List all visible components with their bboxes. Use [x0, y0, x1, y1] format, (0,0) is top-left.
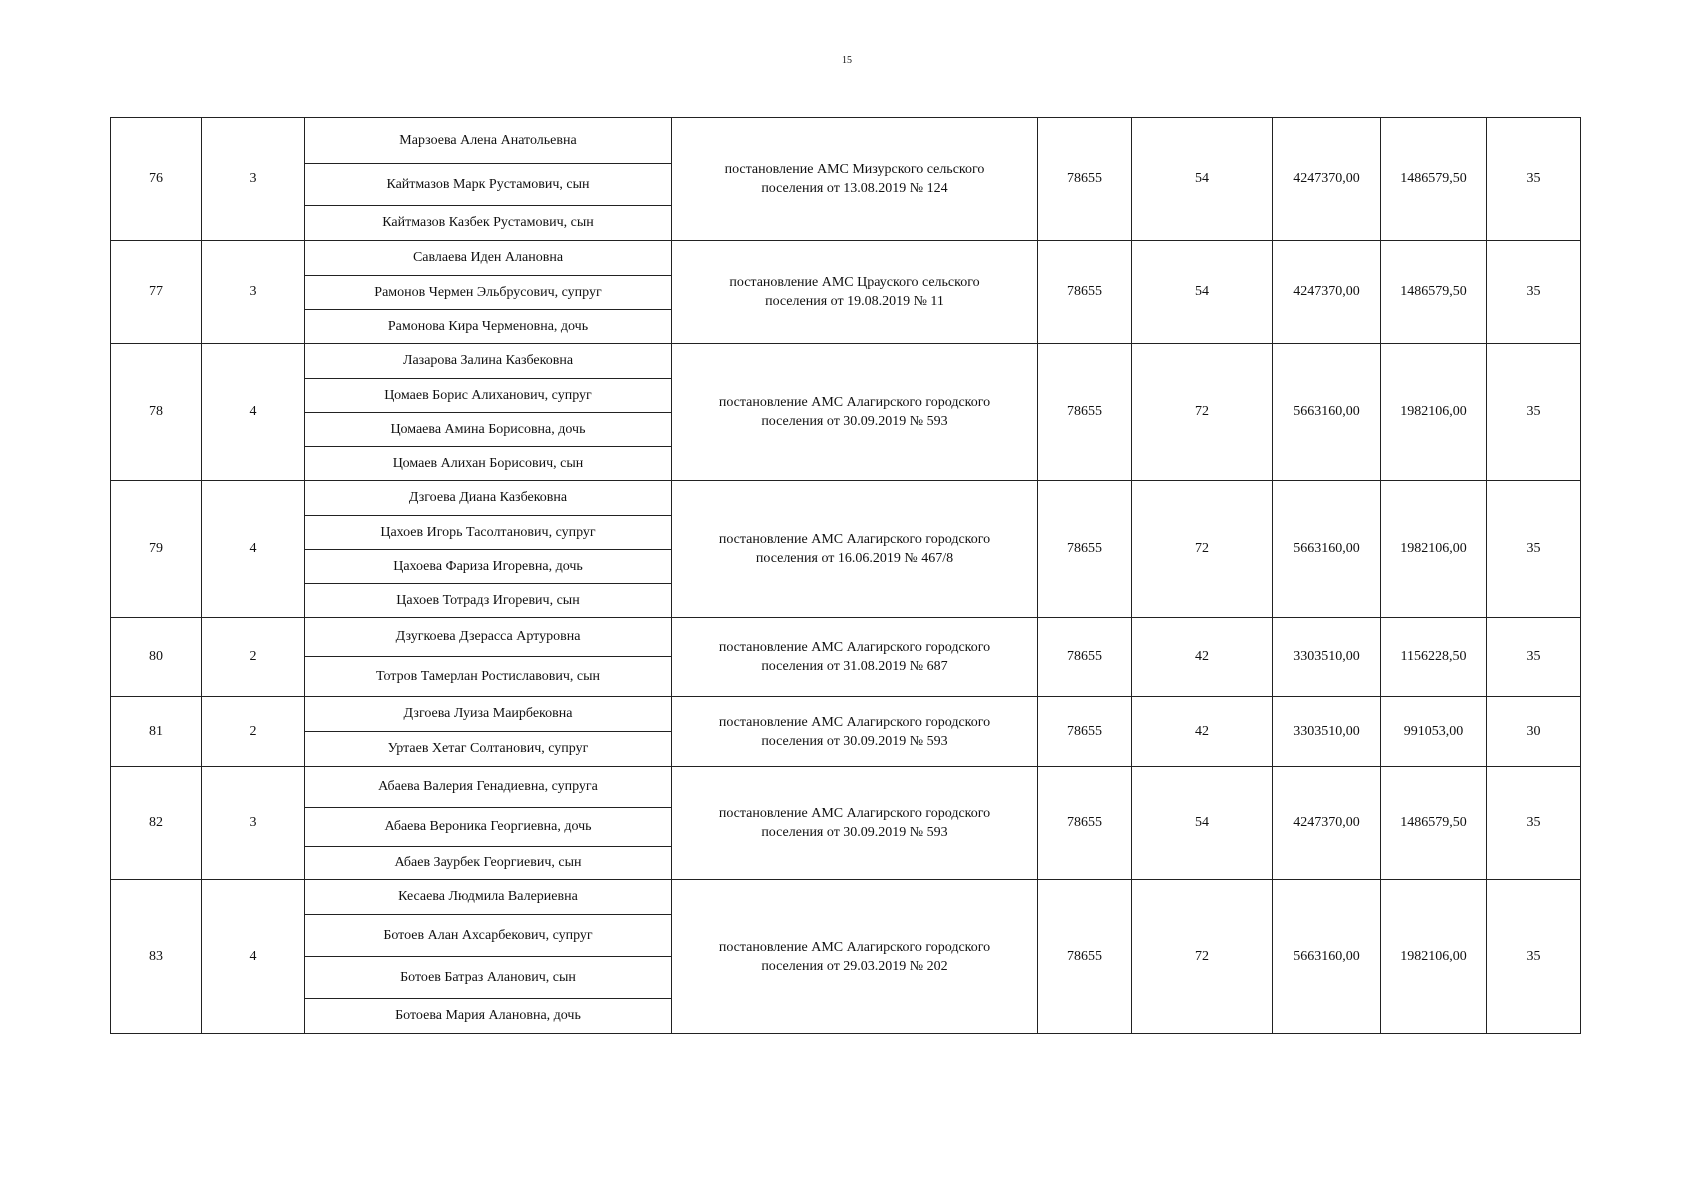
payment-amount: 1156228,50 — [1381, 618, 1487, 697]
basis-document — [672, 118, 1038, 241]
table-row — [111, 767, 1581, 808]
family-member: Цомаев Борис Алиханович, супруг — [305, 379, 672, 413]
row-number: 82 — [111, 767, 202, 880]
percent: 35 — [1487, 344, 1581, 481]
unit-cost: 78655 — [1038, 118, 1132, 241]
area: 42 — [1132, 697, 1273, 767]
family-member: Дзугкоева Дзерасса Артуровна — [305, 618, 672, 657]
basis-line: постановление АМС Мизурского сельского — [724, 162, 985, 177]
table-row — [111, 481, 1581, 516]
basis-document — [672, 697, 1038, 767]
basis-line: постановление АМС Алагирского городского — [718, 640, 991, 655]
area: 54 — [1132, 241, 1273, 344]
basis-line: постановление АМС Алагирского городского — [718, 806, 991, 821]
family-member: Уртаев Хетаг Солтанович, супруг — [305, 732, 672, 767]
payment-amount: 1486579,50 — [1381, 118, 1487, 241]
basis-document — [672, 481, 1038, 618]
payment-amount: 991053,00 — [1381, 697, 1487, 767]
basis-line: поселения от 16.06.2019 № 467/8 — [755, 551, 954, 566]
row-number: 79 — [111, 481, 202, 618]
family-member: Рамонов Чермен Эльбрусович, супруг — [305, 276, 672, 310]
family-member: Ботоев Алан Ахсарбекович, супруг — [305, 915, 672, 957]
family-member: Абаев Заурбек Георгиевич, сын — [305, 847, 672, 880]
table-row — [111, 344, 1581, 379]
basis-line: поселения от 30.09.2019 № 593 — [761, 733, 948, 749]
basis-document — [672, 344, 1038, 481]
family-member: Лазарова Залина Казбековна — [305, 344, 672, 379]
basis-line: поселения от 13.08.2019 № 124 — [761, 181, 948, 196]
basis-document — [672, 880, 1038, 1034]
family-member: Кайтмазов Марк Рустамович, сын — [305, 164, 672, 206]
percent: 30 — [1487, 697, 1581, 767]
percent: 35 — [1487, 767, 1581, 880]
family-size: 4 — [202, 880, 305, 1034]
family-member: Кесаева Людмила Валериевна — [305, 880, 672, 915]
beneficiaries-table — [110, 117, 1581, 1034]
area: 72 — [1132, 481, 1273, 618]
total-cost: 5663160,00 — [1273, 880, 1381, 1034]
unit-cost: 78655 — [1038, 344, 1132, 481]
payment-amount: 1486579,50 — [1381, 241, 1487, 344]
family-member: Абаева Валерия Генадиевна, супруга — [305, 767, 672, 808]
total-cost: 4247370,00 — [1273, 767, 1381, 880]
family-member: Цахоев Игорь Тасолтанович, супруг — [305, 516, 672, 550]
basis-line: постановление АМС Алагирского городского — [718, 532, 991, 547]
family-member: Рамонова Кира Черменовна, дочь — [305, 310, 672, 344]
payment-amount: 1982106,00 — [1381, 880, 1487, 1034]
family-member: Ботоева Мария Алановна, дочь — [305, 999, 672, 1034]
row-number: 83 — [111, 880, 202, 1034]
percent: 35 — [1487, 481, 1581, 618]
basis-line: поселения от 30.09.2019 № 593 — [761, 825, 948, 840]
total-cost: 3303510,00 — [1273, 697, 1381, 767]
unit-cost: 78655 — [1038, 880, 1132, 1034]
total-cost: 3303510,00 — [1273, 618, 1381, 697]
family-size: 3 — [202, 767, 305, 880]
basis-document — [672, 767, 1038, 880]
family-member: Цомаева Амина Борисовна, дочь — [305, 413, 672, 447]
family-member: Кайтмазов Казбек Рустамович, сын — [305, 206, 672, 241]
family-member: Тотров Тамерлан Ростиславович, сын — [305, 657, 672, 697]
percent: 35 — [1487, 241, 1581, 344]
unit-cost: 78655 — [1038, 697, 1132, 767]
unit-cost: 78655 — [1038, 767, 1132, 880]
page-number: 15 — [842, 55, 852, 66]
payment-amount: 1486579,50 — [1381, 767, 1487, 880]
basis-line: постановление АМС Алагирского городского — [718, 395, 991, 410]
family-size: 2 — [202, 618, 305, 697]
basis-line: поселения от 31.08.2019 № 687 — [761, 659, 948, 674]
family-member: Абаева Вероника Георгиевна, дочь — [305, 808, 672, 847]
family-member: Цомаев Алихан Борисович, сын — [305, 447, 672, 481]
total-cost: 5663160,00 — [1273, 481, 1381, 618]
row-number: 81 — [111, 697, 202, 767]
total-cost: 5663160,00 — [1273, 344, 1381, 481]
row-number: 78 — [111, 344, 202, 481]
family-member: Цахоева Фариза Игоревна, дочь — [305, 550, 672, 584]
family-member: Цахоев Тотрадз Игоревич, сын — [305, 584, 672, 618]
table-row — [111, 241, 1581, 276]
table-row — [111, 118, 1581, 164]
family-member: Дзгоева Диана Казбековна — [305, 481, 672, 516]
basis-document — [672, 241, 1038, 344]
basis-line: поселения от 30.09.2019 № 593 — [761, 414, 948, 429]
row-number: 80 — [111, 618, 202, 697]
area: 72 — [1132, 880, 1273, 1034]
unit-cost: 78655 — [1038, 618, 1132, 697]
payment-amount: 1982106,00 — [1381, 481, 1487, 618]
payment-amount: 1982106,00 — [1381, 344, 1487, 481]
row-number: 76 — [111, 118, 202, 241]
family-member: Дзгоева Луиза Маирбековна — [305, 697, 672, 732]
family-size: 4 — [202, 344, 305, 481]
table-row — [111, 697, 1581, 732]
unit-cost: 78655 — [1038, 481, 1132, 618]
family-size: 3 — [202, 118, 305, 241]
family-member: Марзоева Алена Анатольевна — [305, 118, 672, 164]
basis-document — [672, 618, 1038, 697]
area: 42 — [1132, 618, 1273, 697]
family-member: Савлаева Иден Алановна — [305, 241, 672, 276]
row-number: 77 — [111, 241, 202, 344]
basis-line: постановление АМС Црауского сельского — [729, 275, 980, 290]
basis-line: постановление АМС Алагирского городского — [718, 714, 991, 730]
area: 54 — [1132, 767, 1273, 880]
table-row — [111, 618, 1581, 657]
total-cost: 4247370,00 — [1273, 241, 1381, 344]
family-member: Ботоев Батраз Аланович, сын — [305, 957, 672, 999]
family-size: 3 — [202, 241, 305, 344]
basis-line: поселения от 19.08.2019 № 11 — [765, 294, 944, 309]
percent: 35 — [1487, 880, 1581, 1034]
family-size: 4 — [202, 481, 305, 618]
percent: 35 — [1487, 118, 1581, 241]
basis-line: постановление АМС Алагирского городского — [718, 939, 991, 955]
table-body — [111, 118, 1581, 1034]
unit-cost: 78655 — [1038, 241, 1132, 344]
table-row — [111, 880, 1581, 915]
area: 54 — [1132, 118, 1273, 241]
percent: 35 — [1487, 618, 1581, 697]
basis-line: поселения от 29.03.2019 № 202 — [761, 958, 948, 974]
total-cost: 4247370,00 — [1273, 118, 1381, 241]
area: 72 — [1132, 344, 1273, 481]
family-size: 2 — [202, 697, 305, 767]
